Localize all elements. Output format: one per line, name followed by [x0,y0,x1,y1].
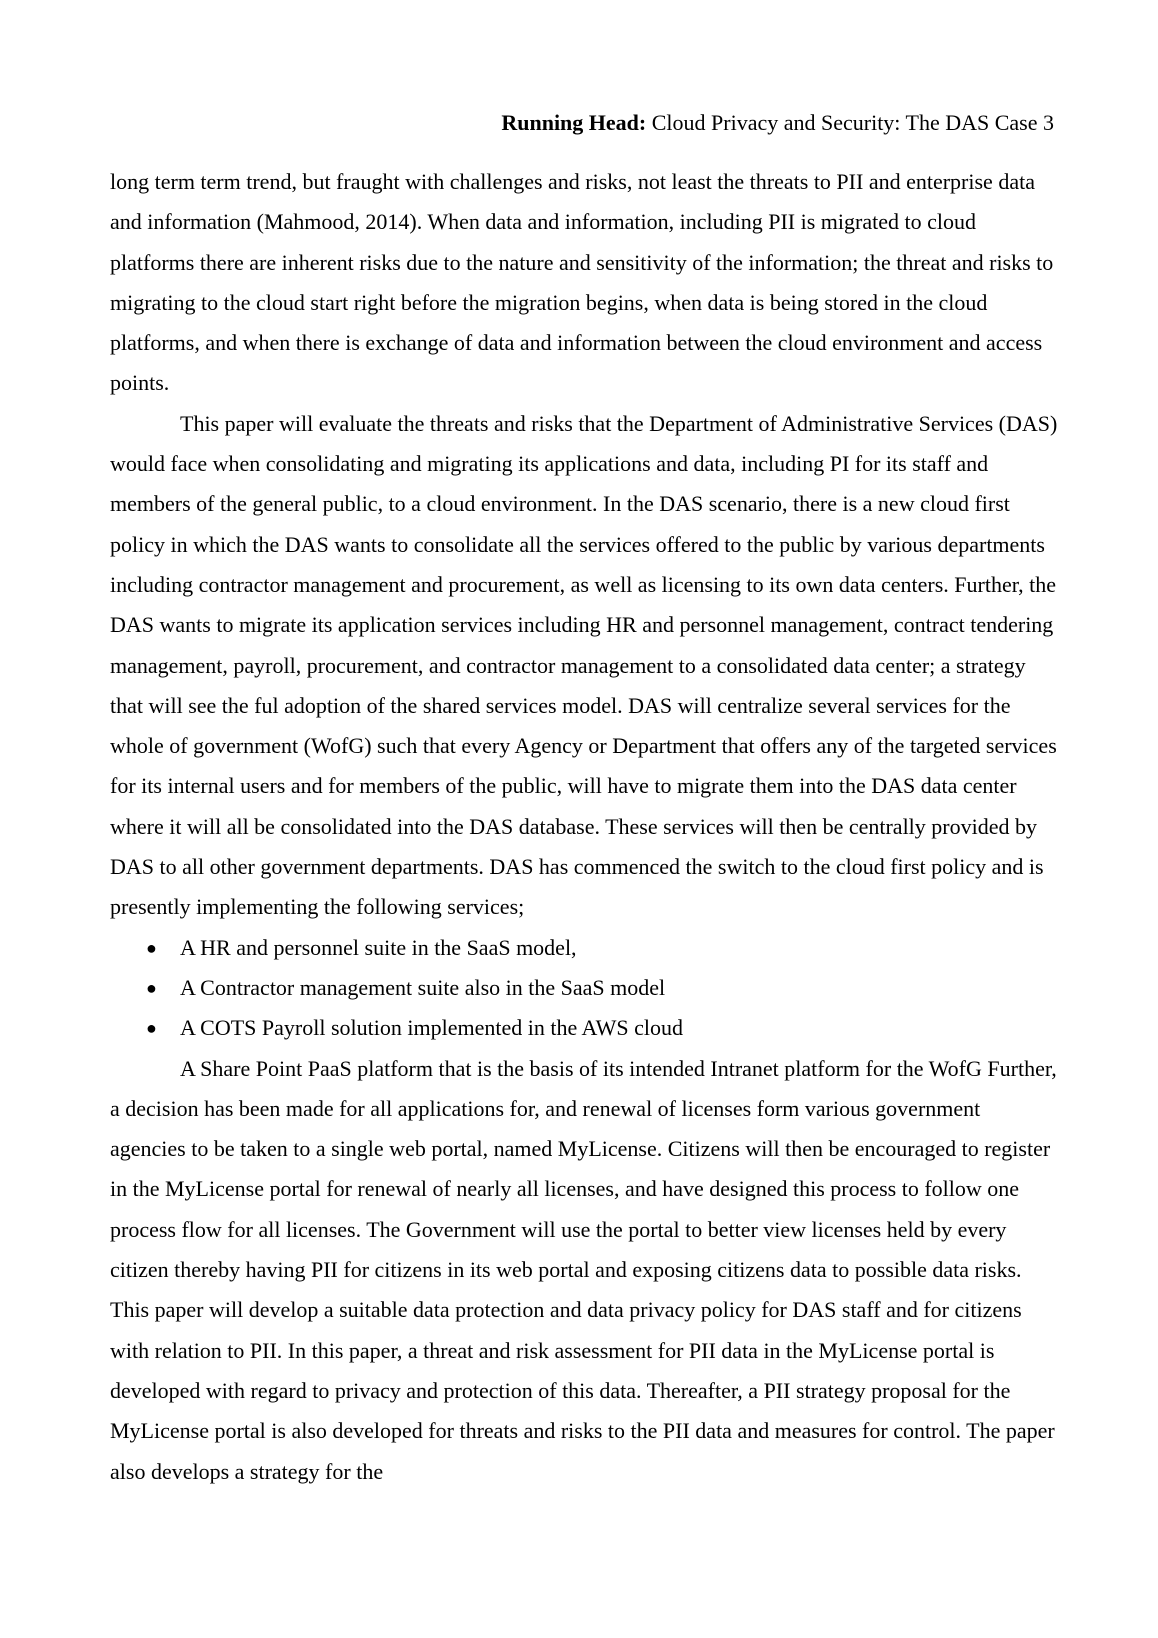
paragraph-3: A Share Point PaaS platform that is the basis of its intended Intranet platform for the WofG Further, a decision has been made for all applications for, and renewal of licenses form various government agencies to be taken to a single web portal, named MyLicense. Citizens will then be encouraged to register in the MyLicense portal for renewal of nearly all licenses, and have designed this process to follow one process flow for all licenses. The Government will use the portal to better view licenses held by every citizen thereby having PII for citizens in its web portal and exposing citizens data to possible data risks. This paper will develop a suitable data protection and data privacy policy for DAS staff and for citizens with relation to PII. In this paper, a threat and risk assessment for PII data in the MyLicense portal is developed with regard to privacy and protection of this data. Thereafter, a PII strategy proposal for the MyLicense portal is also developed for threats and risks to the PII data and measures for control. The paper also develops a strategy for the [110,1055,1057,1484]
list-item-text: A Contractor management suite also in the SaaS model [180,974,666,1000]
paragraph-1: long term term trend, but fraught with challenges and risks, not least the threats to PII and enterprise data and information (Mahmood, 2014). When data and information, including PII is migrated to cloud platforms there are inherent risks due to the nature and sensitivity of the information; the threat and risks to migrating to the cloud start right before the migration begins, when data is being stored in the cloud platforms, and when there is exchange of data and information between the cloud environment and access points. [110,169,1054,396]
list-item [110,968,1060,1008]
running-head [501,108,1054,138]
bullet-icon: ● [146,1018,157,1039]
running-head-title: Cloud Privacy and Security: The DAS Case [651,110,1038,135]
bullet-icon: ● [146,937,157,958]
paragraph-2: This paper will evaluate the threats and risks that the Department of Administrative Services (DAS) would face when consolidating and migrating its applications and data, including PI for its staff and members of the general public, to a cloud environment. In the DAS scenario, there is a new cloud first policy in which the DAS wants to consolidate all the services offered to the public by various departments including contractor management and procurement, as well as licensing to its own data centers. Further, the DAS wants to migrate its application services including HR and personnel management, contract tendering management, payroll, procurement, and contractor management to a consolidated data center; a strategy that will see the ful adoption of the shared services model. DAS will centralize several services for the whole of government (WofG) such that every Agency or Department that offers any of the targeted services for its internal users and for members of the public, will have to migrate them into the DAS data center where it will all be consolidated into the DAS database. These services will then be centrally provided by DAS to all other government departments. DAS has commenced the switch to the cloud first policy and is presently implementing the following services; [110,410,1058,920]
list-item-text: A HR and personnel suite in the SaaS model, [180,934,577,960]
document-body [110,162,1060,1492]
list-item [110,928,1060,968]
page-number: 3 [1043,110,1054,135]
bullet-icon: ● [146,977,157,998]
running-head-label: Running Head: [501,110,647,135]
services-list [110,928,1060,1049]
list-item-text: A COTS Payroll solution implemented in the AWS cloud [180,1015,683,1041]
list-item [110,1008,1060,1048]
